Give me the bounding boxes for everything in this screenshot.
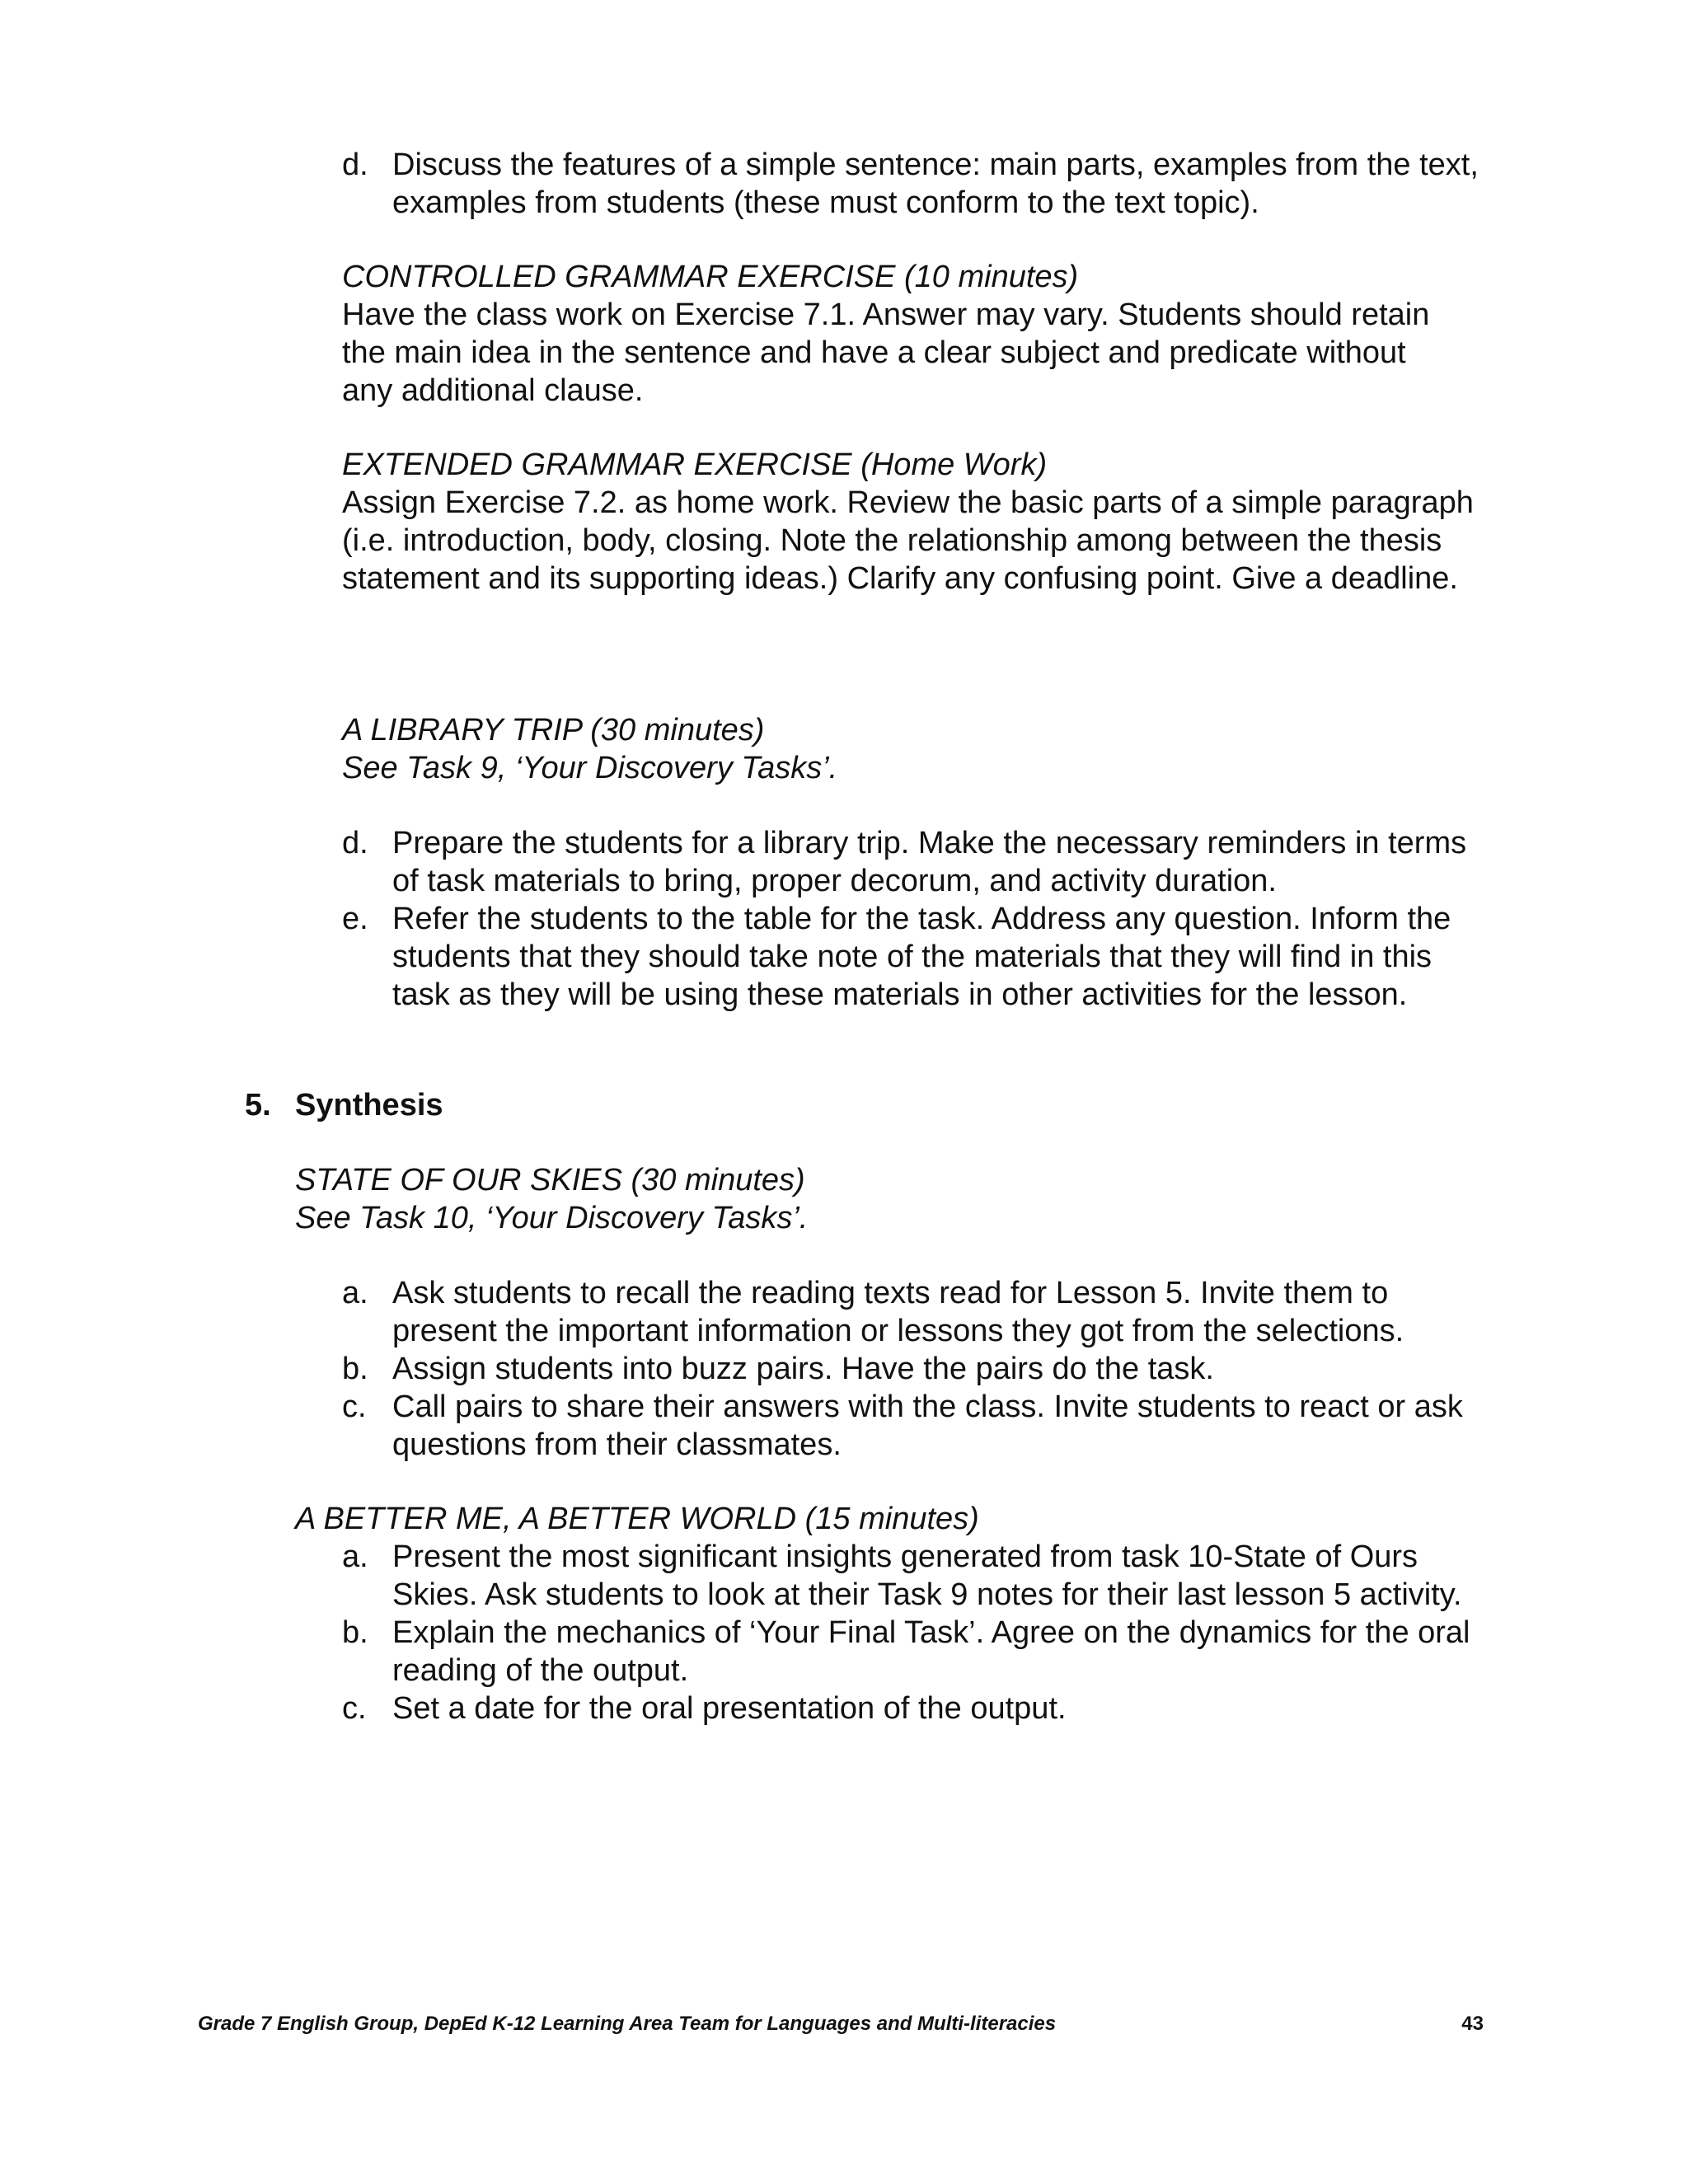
better-world-heading: A BETTER ME, A BETTER WORLD (15 minutes) (295, 1502, 979, 1536)
list-item (342, 146, 1530, 222)
list-marker: c. (342, 1390, 367, 1424)
better-world-list (342, 1538, 1479, 1727)
state-of-skies-list (342, 1274, 1479, 1464)
list-item (342, 1274, 1479, 1350)
list-item (342, 1690, 1479, 1727)
list-item-text: Set a date for the oral presentation of the output. (392, 1691, 1067, 1726)
state-of-skies-reference: See Task 10, ‘Your Discovery Tasks’. (295, 1201, 809, 1235)
section-number: 5. (245, 1088, 271, 1122)
list-marker: e. (342, 902, 368, 936)
list-marker: b. (342, 1352, 368, 1386)
list-item-text: Call pairs to share their answers with the class. Invite students to react or ask questions from their classmates. (392, 1390, 1463, 1462)
page-footer (198, 2012, 1484, 2036)
list-marker: c. (342, 1691, 367, 1726)
list-marker: d. (342, 826, 368, 860)
list-item-text: Discuss the features of a simple sentence: main parts, examples from the text, examples from students (these must conform to the text topic). (392, 148, 1479, 220)
list-item (342, 824, 1479, 900)
page-number: 43 (1461, 2013, 1484, 2035)
list-item-text: Refer the students to the table for the task. Address any question. Inform the students that they should take note of the materials that they will find in this task as they will be using these materials in other activities for the lesson. (392, 902, 1451, 1012)
section-heading (245, 1086, 1069, 1124)
library-trip-list (342, 824, 1479, 1014)
library-trip-heading: A LIBRARY TRIP (30 minutes) (342, 713, 765, 748)
list-item (342, 1350, 1479, 1388)
list-item (342, 1538, 1479, 1614)
extended-exercise-body: Assign Exercise 7.2. as home work. Review the basic parts of a simple paragraph (i.e. introduction, body, closing. Note the relationship among between the thesis statement and its supporting ideas.) Clarify any confusing point. Give a deadline. (342, 485, 1474, 596)
list-item (342, 1388, 1479, 1464)
list-item-text: Prepare the students for a library trip. Make the necessary reminders in terms of task materials to bring, proper decorum, and activity duration. (392, 826, 1467, 898)
state-of-skies-heading: STATE OF OUR SKIES (30 minutes) (295, 1163, 805, 1197)
list-item-text: Assign students into buzz pairs. Have the pairs do the task. (392, 1352, 1214, 1386)
list-item-text: Ask students to recall the reading texts read for Lesson 5. Invite them to present the important information or lessons they got from the selections. (392, 1276, 1404, 1348)
section-title: Synthesis (295, 1088, 443, 1122)
list-item (342, 900, 1479, 1014)
footer-credit: Grade 7 English Group, DepEd K-12 Learning Area Team for Languages and Multi-literacies (198, 2013, 1057, 2035)
controlled-exercise-heading: CONTROLLED GRAMMAR EXERCISE (10 minutes) (342, 260, 1079, 294)
list-marker: b. (342, 1615, 368, 1650)
list-marker: a. (342, 1540, 368, 1574)
list-marker: a. (342, 1276, 368, 1310)
list-marker: d. (342, 148, 368, 182)
extended-exercise-heading: EXTENDED GRAMMAR EXERCISE (Home Work) (342, 448, 1048, 482)
list-item-text: Explain the mechanics of ‘Your Final Task’. Agree on the dynamics for the oral reading of the output. (392, 1615, 1470, 1688)
controlled-exercise-body: Have the class work on Exercise 7.1. Answer may vary. Students should retain the main idea in the sentence and have a clear subject and predicate without any additional clause. (342, 298, 1430, 408)
list-item-text: Present the most significant insights generated from task 10-State of Ours Skies. Ask students to look at their Task 9 notes for their last lesson 5 activity. (392, 1540, 1462, 1612)
list-item (342, 1614, 1479, 1690)
library-trip-reference: See Task 9, ‘Your Discovery Tasks’. (342, 751, 838, 785)
